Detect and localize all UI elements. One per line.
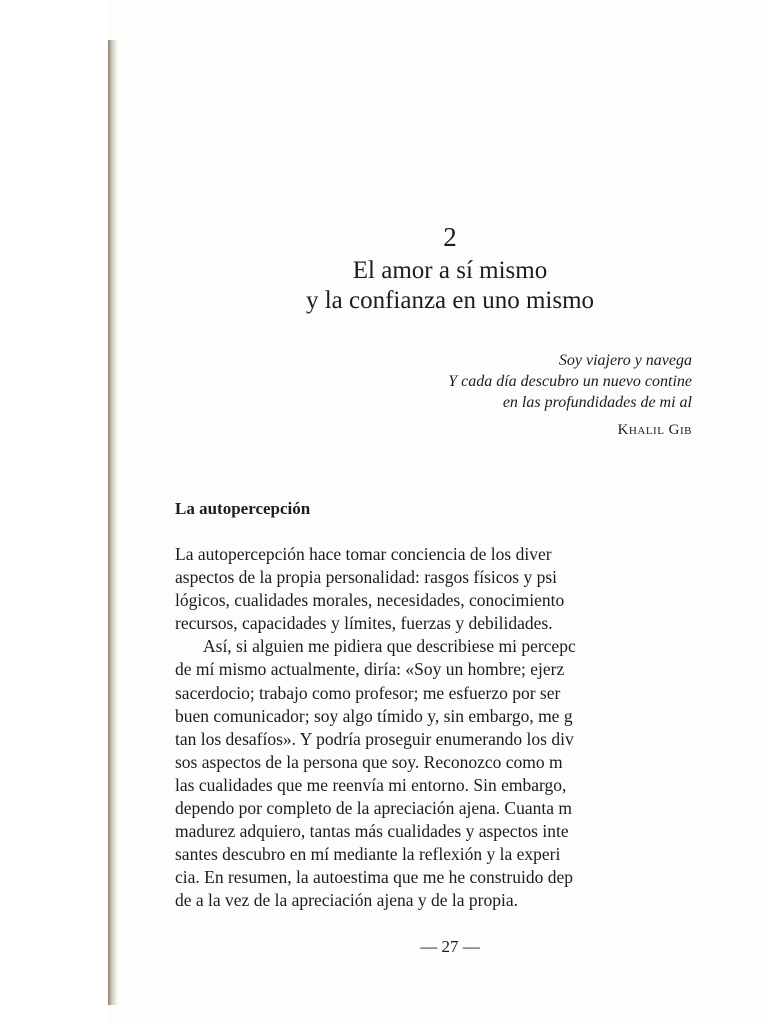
body-text	[175, 543, 576, 913]
body-line: Así, si alguien me pidiera que describiese mi percepc	[203, 636, 576, 657]
chapter-title	[0, 256, 768, 316]
epigraph	[448, 350, 692, 413]
epigraph-line-1: Soy viajero y navega	[558, 352, 692, 369]
chapter-title-line-1: El amor a sí mismo	[352, 257, 548, 284]
body-line: sos aspectos de la persona que soy. Reconozco como m	[175, 751, 563, 772]
chapter-title-line-2: y la confianza en uno mismo	[305, 287, 595, 314]
body-line: de a la vez de la apreciación ajena y de la propia.	[175, 890, 519, 911]
epigraph-line-3: en las profundidades de mi al	[502, 394, 692, 411]
body-line: La autopercepción hace tomar conciencia de los diver	[175, 544, 552, 564]
body-line: lógicos, cualidades morales, necesidades, conocimiento	[175, 590, 565, 611]
epigraph-line-2: Y cada día descubro un nuevo contine	[448, 373, 692, 390]
body-line: las cualidades que me reenvía mi entorno. Sin embargo,	[175, 774, 567, 795]
body-line: dependo por completo de la apreciación ajena. Cuanta m	[175, 798, 572, 819]
left-margin	[0, 0, 108, 1024]
body-line: recursos, capacidades y límites, fuerzas y debilidades.	[175, 613, 553, 634]
body-line: de mí mismo actualmente, diría: «Soy un hombre; ejerz	[175, 659, 565, 680]
spine-shadow	[108, 40, 118, 1005]
body-line: madurez adquiero, tantas más cualidades y aspectos inte	[175, 821, 569, 842]
chapter-number: 2	[443, 222, 457, 252]
body-line: aspectos de la propia personalidad: rasgos físicos y psi	[175, 567, 557, 588]
body-line: sacerdocio; trabajo como profesor; me esfuerzo por ser	[175, 682, 561, 703]
body-line: buen comunicador; soy algo tímido y, sin embargo, me g	[175, 705, 573, 726]
epigraph-author: Khalil Gib	[617, 422, 692, 438]
body-line: cia. En resumen, la autoestima que me he construido dep	[175, 867, 573, 888]
page-number: — 27 —	[420, 937, 480, 956]
body-line: santes descubro en mí mediante la reflexión y la experi	[175, 844, 561, 865]
section-heading: La autopercepción	[175, 499, 311, 518]
body-line: tan los desafíos». Y podría proseguir enumerando los div	[175, 728, 574, 749]
